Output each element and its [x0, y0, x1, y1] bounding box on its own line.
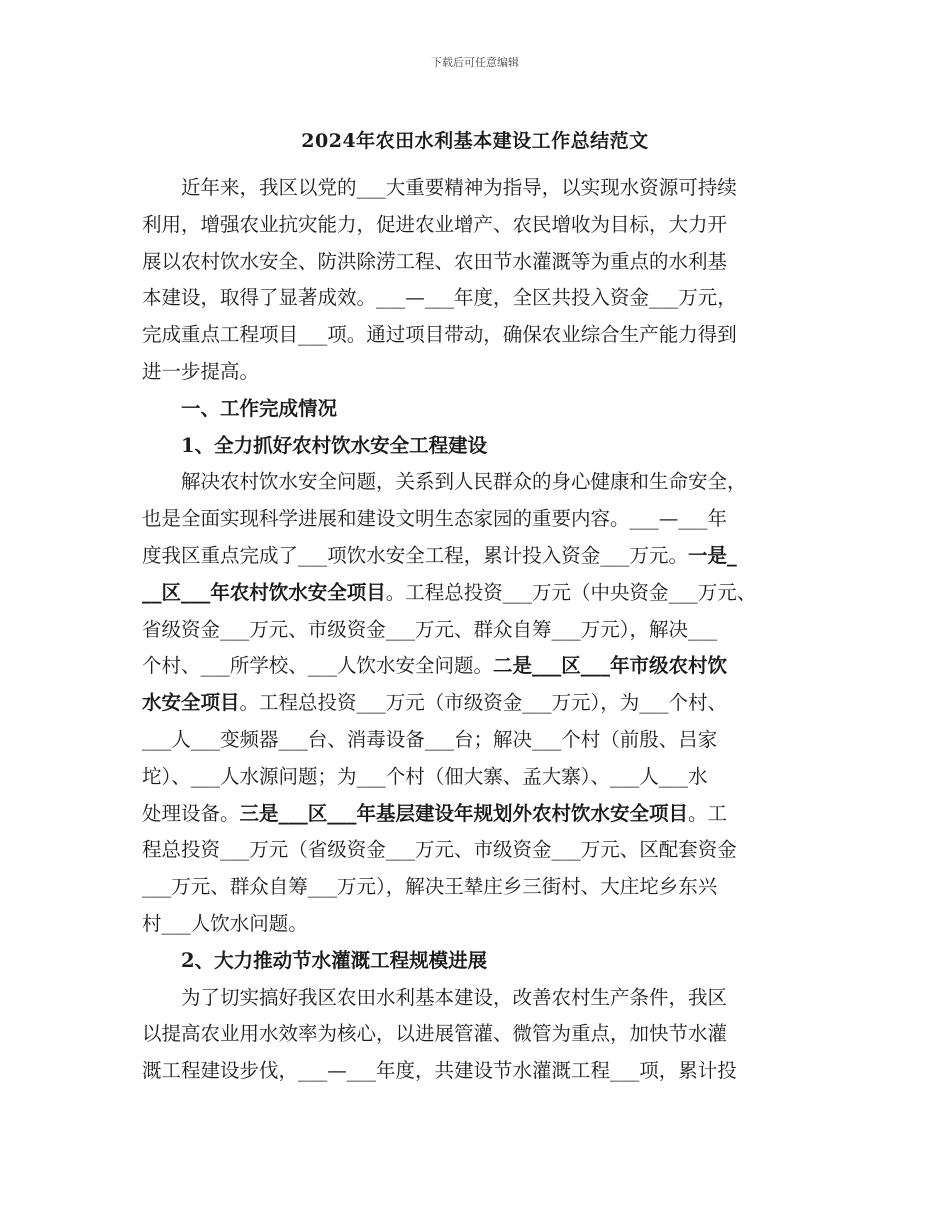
- paragraph-line: 溉工程建设步伐，___—___年度，共建设节水灌溉工程___项，累计投: [142, 1059, 737, 1083]
- paragraph-line: 解决农村饮水安全问题，关系到人民群众的身心健康和生命安全，: [181, 470, 747, 494]
- paragraph-line: [142, 685, 814, 722]
- paragraph-line: [142, 538, 814, 575]
- paragraph-line: 也是全面实现科学进展和建设文明生态家园的重要内容。___—___年: [142, 507, 728, 531]
- paragraph-line: [142, 796, 814, 833]
- bold-run: 一是_: [688, 543, 737, 567]
- section-heading: 一、工作完成情况: [181, 396, 338, 420]
- header-note: 下载后可任意编辑: [431, 56, 519, 69]
- paragraph-line: [142, 648, 814, 685]
- paragraph-line: 展以农村饮水安全、防洪除涝工程、农田节水灌溉等为重点的水利基: [142, 249, 728, 273]
- bold-run: 二是___区___年市级农村饮: [493, 654, 728, 678]
- text-run: 。工: [688, 801, 728, 825]
- paragraph-line: 以提高农业用水效率为核心，以进展管灌、微管为重点，加快节水灌: [142, 1022, 728, 1046]
- paragraph-line: ___人___变频器___台、消毒设备___台；解决___个村（前殷、吕家: [142, 727, 718, 751]
- bold-run: 三是___区___年基层建设年规划外农村饮水安全项目: [239, 801, 689, 825]
- paragraph-line: [142, 575, 814, 612]
- subsection-heading: 2、大力推动节水灌溉工程规模进展: [181, 948, 488, 972]
- paragraph-line: 利用，增强农业抗灾能力，促进农业增产、农民增收为目标，大力开: [142, 212, 728, 236]
- paragraph-line: 坨）、___人水源问题；为___个村（佃大寨、孟大寨）、___人___水: [142, 764, 708, 788]
- document-body: [142, 170, 814, 1090]
- text-run: 度我区重点完成了___项饮水安全工程，累计投入资金___万元。: [142, 543, 689, 567]
- text-run: 处理设备。: [142, 801, 240, 825]
- text-run: 。工程总投资___万元（中央资金___万元、: [385, 580, 757, 604]
- bold-run: 水安全项目: [142, 691, 240, 715]
- paragraph-line: 为了切实搞好我区农田水利基本建设，改善农村生产条件，我区: [181, 985, 728, 1009]
- paragraph-line: 进一步提高。: [142, 359, 260, 383]
- paragraph-line: 近年来，我区以党的___大重要精神为指导，以实现水资源可持续: [181, 176, 737, 199]
- bold-run: __区___年农村饮水安全项目: [142, 580, 386, 604]
- text-run: 。工程总投资___万元（市级资金___万元），为___个村、: [239, 691, 728, 715]
- document-title: 2024年农田水利基本建设工作总结范文: [301, 130, 649, 152]
- paragraph-line: 省级资金___万元、市级资金___万元、群众自筹___万元），解决___: [142, 617, 718, 641]
- paragraph-line: 村___人饮水问题。: [142, 911, 308, 935]
- subsection-heading: 1、全力抓好农村饮水安全工程建设: [181, 433, 488, 457]
- paragraph-line: 程总投资___万元（省级资金___万元、市级资金___万元、区配套资金: [142, 838, 737, 862]
- paragraph-line: 完成重点工程项目___项。通过项目带动，确保农业综合生产能力得到: [142, 323, 737, 347]
- text-run: 个村、___所学校、___人饮水安全问题。: [142, 654, 494, 678]
- paragraph-line: ___万元、群众自筹___万元），解决王辇庄乡三街村、大庄坨乡东兴: [142, 875, 718, 899]
- paragraph-line: 本建设，取得了显著成效。___—___年度，全区共投入资金___万元，: [142, 286, 737, 310]
